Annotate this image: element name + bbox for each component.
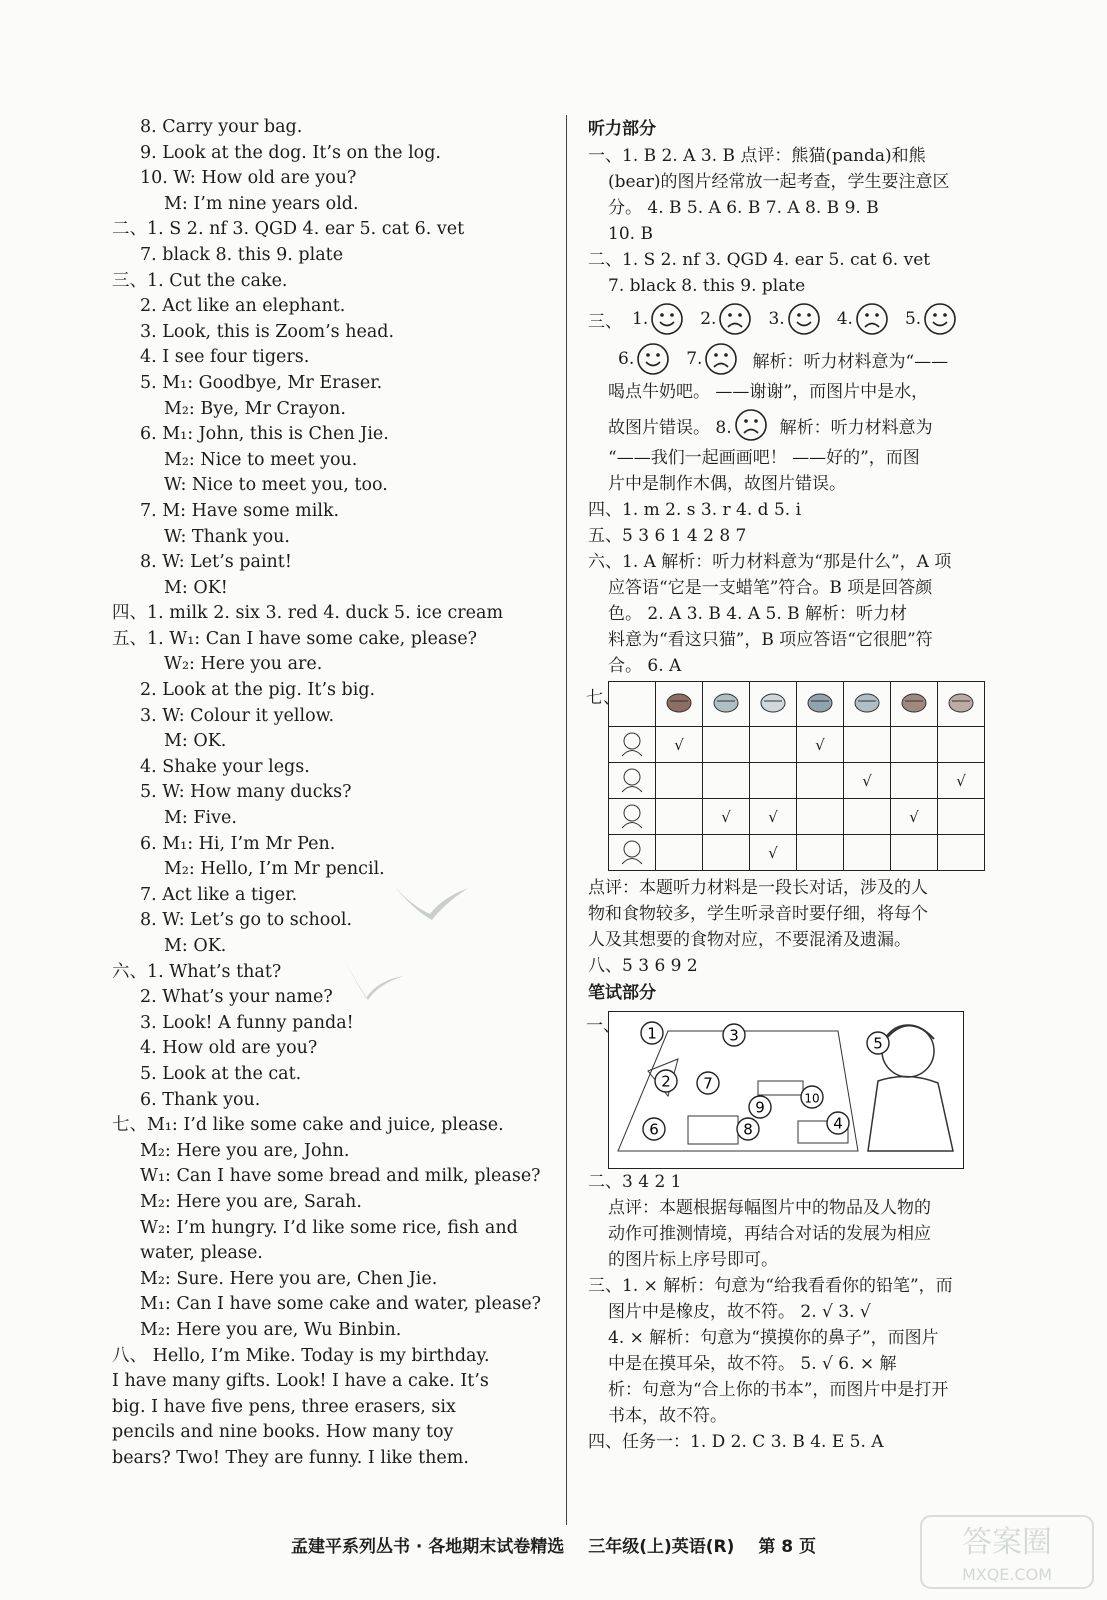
answer-line: 7. M: Have some milk. — [140, 500, 340, 521]
answer-text: 解析：听力材料意为 — [779, 417, 933, 438]
answer-line: 三、1. × 解析：句意为“给我看看你的铅笔”，而 — [588, 1276, 953, 1296]
food-bread-icon — [938, 682, 985, 727]
answer-line: 4. I see four tigers. — [140, 347, 310, 368]
table-row — [609, 763, 985, 799]
written-part-3 — [588, 1273, 1018, 1429]
answer-text: 解析：听力材料意为“—— — [752, 351, 949, 372]
picture-number-label — [749, 1096, 771, 1118]
written-part-2 — [588, 1169, 1018, 1273]
answer-line: 六、1. A 解析：听力材料意为“那是什么”，A 项 — [588, 552, 952, 572]
food-fish-icon — [797, 682, 844, 727]
person-avatar-icon — [609, 727, 656, 763]
written-section-title: 笔试部分 — [588, 983, 656, 1003]
answer-line: 七、M₁: I’d like some cake and juice, please. — [112, 1115, 504, 1136]
answer-line: 六、1. What’s that? — [112, 961, 282, 982]
picture-number-label — [723, 1024, 745, 1046]
answer-line: 人及其想要的食物对应，不要混淆及遗漏。 — [588, 930, 911, 950]
picture-number-label — [801, 1086, 823, 1108]
svg-text:7: 7 — [703, 1074, 713, 1093]
written-part-4: 四、任务一：1. D 2. C 3. B 4. E 5. A — [588, 1432, 884, 1452]
answer-line: 喝点牛奶吧。 ——谢谢”，而图片中是水， — [608, 382, 929, 402]
answer-line: 2. What’s your name? — [140, 987, 333, 1008]
answer-line: 书本，故不符。 — [608, 1406, 727, 1426]
svg-text:10: 10 — [804, 1091, 820, 1106]
check-cell: √ — [750, 799, 797, 835]
sad-face-icon — [704, 342, 738, 376]
svg-text:MXQE.COM: MXQE.COM — [961, 1565, 1053, 1584]
answer-line: 7. black 8. this 9. plate — [608, 276, 806, 296]
answer-line: M: OK! — [164, 577, 228, 598]
answer-line: 4. How old are you? — [140, 1038, 318, 1059]
svg-text:8: 8 — [743, 1120, 753, 1139]
answer-line: 3. Look! A funny panda! — [140, 1012, 354, 1033]
picture-number-label — [737, 1118, 759, 1140]
check-cell — [797, 799, 844, 835]
answer-line: (bear)的图片经常放一起考查，学生要注意区 — [608, 172, 950, 192]
listening-part-8: 八、5 3 6 9 2 — [588, 956, 698, 976]
left-column — [112, 115, 552, 1471]
answer-line: 7. Act like a tiger. — [140, 884, 298, 905]
answer-line: 6. Thank you. — [140, 1089, 261, 1110]
check-cell — [797, 763, 844, 799]
check-cell: √ — [750, 835, 797, 871]
answer-line: 动作可推测情境，再结合对话的发展为相应 — [608, 1224, 931, 1244]
check-cell — [938, 799, 985, 835]
answer-line: 中是在摸耳朵，故不符。 5. √ 6. × 解 — [608, 1354, 897, 1374]
face-answers-row — [588, 339, 1018, 379]
happy-face-icon — [636, 342, 670, 376]
answer-line: big. I have five pens, three erasers, six — [112, 1396, 456, 1417]
person-avatar-icon — [609, 835, 656, 871]
item-number: 7. — [686, 349, 703, 369]
svg-text:5: 5 — [873, 1034, 883, 1053]
happy-face-icon — [923, 302, 957, 336]
sad-face-icon — [734, 408, 768, 442]
section-number: 三、 — [588, 311, 622, 332]
answer-line: 合。 6. A — [608, 656, 682, 676]
happy-face-icon — [650, 302, 684, 336]
check-cell — [703, 727, 750, 763]
answer-line: W₂: Here you are. — [164, 654, 323, 675]
listening-part-3 — [588, 299, 1018, 497]
person-avatar-icon — [609, 799, 656, 835]
person-avatar-icon — [609, 763, 656, 799]
written-part-1 — [588, 1011, 1018, 1169]
answer-line: M₂: Nice to meet you. — [164, 449, 358, 470]
answer-line: 10. B — [608, 224, 653, 244]
answer-line: 二、3 4 2 1 — [588, 1172, 682, 1192]
food-water-icon — [844, 682, 891, 727]
answer-line: W: Nice to meet you, too. — [164, 475, 388, 496]
table-row — [609, 835, 985, 871]
answer-line: 3. W: Colour it yellow. — [140, 705, 335, 726]
answer-line: M₂: Sure. Here you are, Chen Jie. — [140, 1268, 438, 1289]
numbered-scene-picture — [608, 1011, 964, 1169]
answer-text: 故图片错误。 8. — [608, 417, 732, 438]
answer-line: 6. M₁: John, this is Chen Jie. — [140, 424, 389, 445]
check-cell: √ — [656, 727, 703, 763]
answer-line: M₂: Hello, I’m Mr pencil. — [164, 859, 385, 880]
answer-line: 8. Carry your bag. — [140, 117, 303, 137]
answer-line: W₂: I’m hungry. I’d like some rice, fish and — [140, 1217, 518, 1238]
check-cell — [844, 799, 891, 835]
answer-line: 分。 4. B 5. A 6. B 7. A 8. B 9. B — [608, 198, 879, 218]
watermark-logo — [917, 1512, 1097, 1592]
item-number: 2. — [700, 309, 717, 329]
svg-text:3: 3 — [729, 1026, 739, 1045]
answer-line: pencils and nine books. How many toy — [112, 1422, 454, 1443]
answer-line: 6. M₁: Hi, I’m Mr Pen. — [140, 833, 336, 854]
listening-part-2 — [588, 247, 1018, 299]
food-rice-icon — [703, 682, 750, 727]
svg-text:4: 4 — [833, 1114, 843, 1133]
right-column — [588, 115, 1018, 1455]
section-number: 七、 — [586, 688, 620, 708]
check-cell: √ — [891, 799, 938, 835]
listening-part-5: 五、5 3 6 1 4 2 8 7 — [588, 526, 747, 546]
food-milk-icon — [750, 682, 797, 727]
check-cell — [844, 727, 891, 763]
svg-text:9: 9 — [755, 1098, 765, 1117]
answer-line: M: OK. — [164, 731, 227, 752]
answer-line: 8. W: Let’s paint! — [140, 552, 292, 573]
answer-line: 四、1. milk 2. six 3. red 4. duck 5. ice cream — [112, 603, 504, 624]
picture-number-label — [827, 1112, 849, 1134]
answer-line: 点评：本题根据每幅图片中的物品及人物的 — [608, 1198, 931, 1218]
answer-line: 片中是制作木偶，故图片错误。 — [608, 474, 846, 494]
answer-line: 色。 2. A 3. B 4. A 5. B 解析：听力材 — [608, 604, 908, 624]
item-number: 4. — [836, 309, 853, 329]
check-cell — [656, 763, 703, 799]
food-check-table — [608, 681, 985, 871]
item-number: 6. — [618, 349, 635, 369]
answer-line: 5. Look at the cat. — [140, 1063, 302, 1084]
answer-line: W: Thank you. — [164, 526, 290, 547]
check-cell — [891, 763, 938, 799]
answer-line: M: Five. — [164, 808, 237, 829]
check-cell: √ — [797, 727, 844, 763]
answer-line: 3. Look, this is Zoom’s head. — [140, 321, 395, 342]
answer-line: M: OK. — [164, 936, 227, 956]
answer-line: water, please. — [140, 1243, 263, 1264]
check-cell — [891, 727, 938, 763]
check-cell — [938, 727, 985, 763]
item-number: 1. — [632, 309, 649, 329]
svg-text:答案圈: 答案圈 — [962, 1525, 1052, 1560]
answer-line: 八、 Hello, I’m Mike. Today is my birthday. — [112, 1345, 490, 1366]
check-cell — [797, 835, 844, 871]
table-row — [609, 799, 985, 835]
face-answers-row — [588, 405, 1018, 445]
check-cell — [703, 763, 750, 799]
answer-line: M₂: Here you are, John. — [140, 1140, 350, 1161]
item-number: 5. — [904, 309, 922, 329]
answer-line: 5. M₁: Goodbye, Mr Eraser. — [140, 372, 383, 393]
answer-line: 2. Look at the pig. It’s big. — [140, 680, 376, 701]
happy-face-icon — [787, 302, 821, 336]
section-number: 一、 — [586, 1016, 620, 1036]
answer-line: 7. black 8. this 9. plate — [140, 244, 344, 265]
picture-number-label — [697, 1072, 719, 1094]
answer-line: “——我们一起画画吧！ ——好的”，而图 — [608, 448, 920, 468]
answer-line: M: I’m nine years old. — [164, 193, 359, 214]
answer-line: 五、1. W₁: Can I have some cake, please? — [112, 628, 478, 649]
picture-number-label — [643, 1118, 665, 1140]
sad-face-icon — [855, 302, 889, 336]
listening-section-title: 听力部分 — [588, 119, 656, 139]
check-cell — [656, 835, 703, 871]
check-cell — [656, 799, 703, 835]
listening-part-6 — [588, 549, 1018, 679]
listening-part-4: 四、1. m 2. s 3. r 4. d 5. i — [588, 500, 802, 520]
check-cell: √ — [844, 763, 891, 799]
answer-line: 的图片标上序号即可。 — [608, 1250, 778, 1270]
page-number: 第 8 页 — [758, 1537, 816, 1557]
answer-line: 图片中是橡皮，故不符。 2. √ 3. √ — [608, 1302, 871, 1322]
answer-line: M₂: Here you are, Sarah. — [140, 1191, 362, 1212]
series-title: 孟建平系列丛书 · 各地期末试卷精选 — [291, 1537, 565, 1557]
check-cell — [891, 835, 938, 871]
table-row — [609, 727, 985, 763]
sad-face-icon — [718, 302, 752, 336]
food-juice-icon — [656, 682, 703, 727]
check-cell — [750, 763, 797, 799]
answer-line: 三、1. Cut the cake. — [112, 270, 288, 291]
svg-text:2: 2 — [661, 1072, 671, 1091]
answer-line: 析：句意为“合上你的书本”，而图片中是打开 — [608, 1380, 949, 1400]
item-number: 3. — [768, 309, 785, 329]
check-cell: √ — [938, 763, 985, 799]
answer-line: 点评：本题听力材料是一段长对话，涉及的人 — [588, 878, 928, 898]
answer-line: W₁: Can I have some bread and milk, please? — [140, 1166, 541, 1187]
answer-line: 8. W: Let’s go to school. — [140, 910, 353, 931]
answer-line: 4. × 解析：句意为“摸摸你的鼻子”，而图片 — [608, 1328, 939, 1348]
answer-line: 物和食物较多，学生听录音时要仔细，将每个 — [588, 904, 928, 924]
answer-line: 5. W: How many ducks? — [140, 782, 352, 803]
check-cell — [938, 835, 985, 871]
answer-line: M₂: Here you are, Wu Binbin. — [140, 1319, 402, 1340]
check-cell — [703, 835, 750, 871]
check-cell: √ — [703, 799, 750, 835]
face-answers-row — [588, 299, 1018, 339]
check-cell — [844, 835, 891, 871]
column-divider — [566, 115, 567, 1525]
check-cell — [750, 727, 797, 763]
listening-part-7 — [588, 681, 1018, 953]
answer-line: 应答语“它是一支蜡笔”符合。B 项是回答颜 — [608, 578, 933, 598]
answer-line: 二、1. S 2. nf 3. QGD 4. ear 5. cat 6. vet — [112, 219, 465, 240]
svg-text:6: 6 — [649, 1120, 659, 1139]
grade-label: 三年级(上)英语(R) — [588, 1537, 735, 1557]
answer-line: 9. Look at the dog. It’s on the log. — [140, 142, 441, 163]
answer-line: 料意为“看这只猫”，B 项应答语“它很肥”符 — [608, 630, 933, 650]
picture-number-label — [867, 1032, 889, 1054]
picture-number-label — [655, 1070, 677, 1092]
answer-line: 一、1. B 2. A 3. B 点评：熊猫(panda)和熊 — [588, 146, 926, 166]
answer-line: bears? Two! They are funny. I like them. — [112, 1447, 469, 1468]
answer-line: 10. W: How old are you? — [140, 168, 357, 189]
food-cake-icon — [891, 682, 938, 727]
picture-number-label — [641, 1022, 663, 1044]
svg-text:1: 1 — [647, 1024, 657, 1043]
answer-line: 二、1. S 2. nf 3. QGD 4. ear 5. cat 6. vet — [588, 250, 931, 270]
answer-line: I have many gifts. Look! I have a cake. It’s — [112, 1371, 489, 1392]
answer-line: M₂: Bye, Mr Crayon. — [164, 398, 346, 419]
answer-line: 2. Act like an elephant. — [140, 296, 346, 317]
answer-line: 4. Shake your legs. — [140, 756, 310, 777]
answer-line: M₁: Can I have some cake and water, please? — [140, 1294, 541, 1315]
listening-part-1 — [588, 143, 1018, 247]
